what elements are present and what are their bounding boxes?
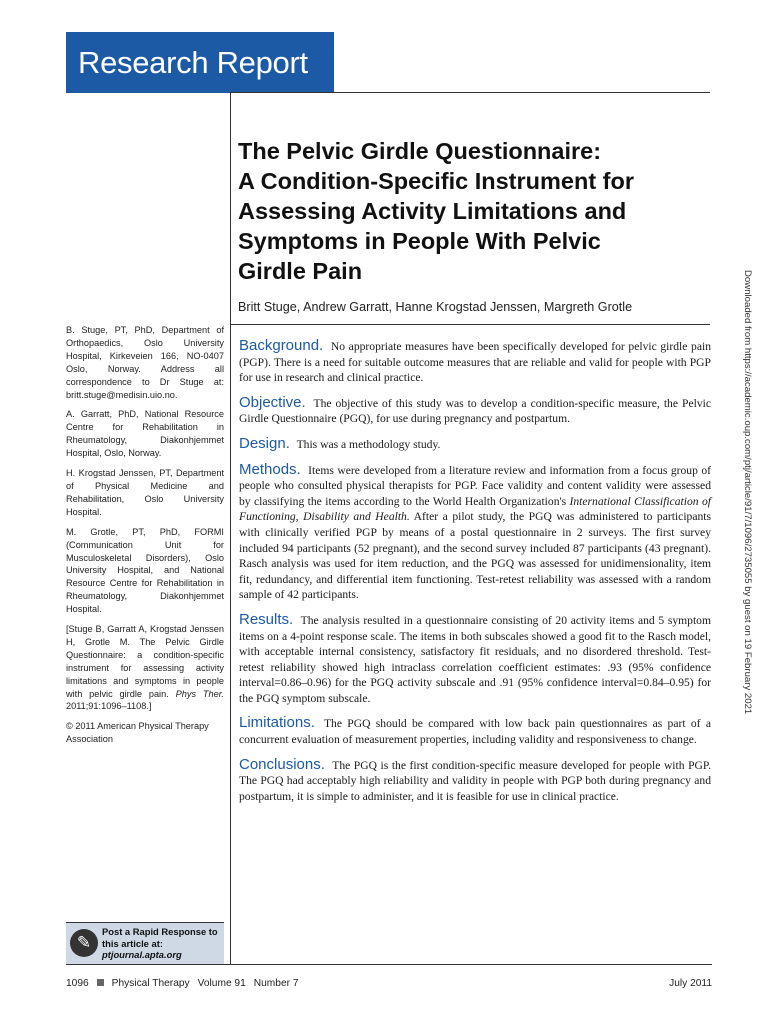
download-watermark — [742, 270, 754, 810]
citation-end: 2011;91:1096–1108.] — [66, 701, 152, 712]
copyright-notice: © 2011 American Physical Therapy Association — [66, 721, 209, 745]
section-heading: Methods. — [239, 460, 301, 478]
section-heading: Results. — [239, 610, 294, 628]
section-text: The PGQ is the first condition-specific measure developed for people with PGP. The PGQ had acceptably high reliability and validity in people with PGP both during pregnancy and postpartum, it is simple to administer, and it is feasible for use in clinical practice. — [239, 758, 711, 803]
journal-name: Physical Therapy — [111, 978, 190, 989]
rapid-response-icon: ✎ — [70, 929, 98, 957]
rapid-response-line1: Post a Rapid Response to — [102, 926, 218, 937]
affiliation-garratt: A. Garratt, PhD, National Resource Centre for Rehabilitation in Rheumatology, Diakonhjemmet Hospital, Oslo, Norway. — [66, 409, 224, 459]
affiliation-jenssen: H. Krogstad Jenssen, PT, Department of Physical Medicine and Rehabilitation, Oslo University Hospital. — [66, 468, 224, 517]
section-heading: Limitations. — [239, 714, 315, 732]
section-text: After a pilot study, the PGQ was administered to participants with clinically verified PGP by means of a postal questionnaire in 2 surveys. The first survey included 94 participants (52 pregnant), and the second survey included 87 participants (43 pregnant). Rasch analysis was used for item reduction, and the PGQ was assessed for unidimensionality, item fit, redundancy, and differential item functioning. Test-retest reliability was assessed with a random sample of 42 participants. — [239, 510, 712, 602]
section-text: The analysis resulted in a questionnaire consisting of 20 activity items and 5 symptom items on a 4-point response scale. The items in both subscales showed a good fit to the Rasch model, with acceptable internal consistency, satisfactory fit residuals, and no disordered threshold. Test-retest reliability showed high intraclass correlation coefficient estimates: .93 (95% confidence interval=0.86–0.96) for the PGQ activity subscale and .91 (95% confidence interval=0.84–0.95) for the PGQ symptom subscale. — [239, 613, 711, 705]
abstract-objective — [239, 395, 711, 427]
abstract-background — [239, 338, 711, 386]
article-title — [238, 136, 708, 286]
author-affiliations — [66, 324, 224, 753]
citation-journal: Phys Ther. — [175, 688, 224, 699]
rapid-response-box[interactable] — [66, 922, 224, 964]
rapid-response-link[interactable]: ptjournal.apta.org — [102, 949, 182, 961]
watermark-text: Downloaded from https://academic.oup.com/ptj/article/91/7/1096/2735055 by guest on 19 February 2021 — [742, 270, 753, 715]
section-text-italic: International Classification of Functioning, Disability and Health. — [239, 494, 711, 524]
section-heading: Background. — [239, 337, 324, 354]
affiliation-grotle: M. Grotle, PT, PhD, FORMI (Communication Unit for Musculoskeletal Disorders), Oslo University Hospital, and National Resource Centre for Rehabilitation in Rheumatology, Diakonhjemmet Hospital. — [66, 526, 224, 615]
section-heading: Objective. — [239, 393, 306, 411]
section-text: Items were developed from a literature review and information from a focus group of people who consulted physical therapists for PGP. Face validity and content validity were assessed by classifying the items according to the World Health Organization's — [239, 463, 711, 508]
volume: Volume 91 — [197, 978, 246, 989]
abstract-limitations — [239, 715, 711, 747]
section-banner — [66, 32, 334, 93]
page-number: 1096 — [66, 978, 89, 989]
section-text: The objective of this study was to develop a condition-specific measure, the Pelvic Girdle Questionnaire (PGQ), for use during pregnancy and postpartum. — [239, 396, 711, 426]
footer-rule — [66, 964, 712, 965]
section-heading: Conclusions. — [239, 755, 325, 773]
section-label: Research Report — [78, 45, 308, 80]
citation — [66, 623, 224, 713]
citation-text: [Stuge B, Garratt A, Krogstad Jenssen H, Grotle M. The Pelvic Girdle Questionnaire: a condition-specific instrument for assessing activity limitations and symptoms in people with pelvic girdle pain. — [66, 624, 224, 699]
author-list: Britt Stuge, Andrew Garratt, Hanne Krogstad Jenssen, Margreth Grotle — [238, 300, 633, 314]
rapid-response-text — [102, 926, 218, 961]
issue-date: July 2011 — [669, 978, 712, 989]
abstract-results — [239, 612, 711, 707]
title-line: A Condition-Specific Instrument for — [238, 168, 635, 194]
title-line: Girdle Pain — [238, 258, 363, 284]
rapid-response-line2: this article at: — [102, 937, 163, 949]
banner-rule — [230, 92, 710, 93]
section-text: This was a methodology study. — [296, 437, 441, 451]
abstract-conclusions — [239, 757, 711, 805]
section-heading: Design. — [239, 434, 290, 452]
affiliation-stuge: B. Stuge, PT, PhD, Department of Orthopaedics, Oslo University Hospital, Kirkeveien 166, NO-0407 Oslo, Norway. Address all correspondence to Dr Stuge at: britt.stuge@medisin.uio.no. — [66, 325, 224, 400]
title-line: The Pelvic Girdle Questionnaire: — [238, 138, 602, 164]
abstract-methods — [239, 462, 711, 603]
section-text: No appropriate measures have been specifically developed for pelvic girdle pain (PGP). There is a need for suitable outcome measures that are reliable and valid for people with PGP for use in research and clinical practice. — [239, 340, 711, 385]
column-divider — [230, 92, 231, 964]
title-line: Assessing Activity Limitations and — [238, 198, 627, 224]
section-text: The PGQ should be compared with low back pain questionnaires as part of a concurrent evaluation of measurement properties, including validity and responsiveness to change. — [239, 717, 711, 747]
authors-rule — [230, 324, 710, 325]
abstract — [239, 338, 711, 813]
abstract-design — [239, 436, 711, 453]
issue-number: Number 7 — [253, 978, 299, 989]
title-line: Symptoms in People With Pelvic — [238, 228, 601, 254]
square-bullet-icon — [97, 979, 104, 986]
